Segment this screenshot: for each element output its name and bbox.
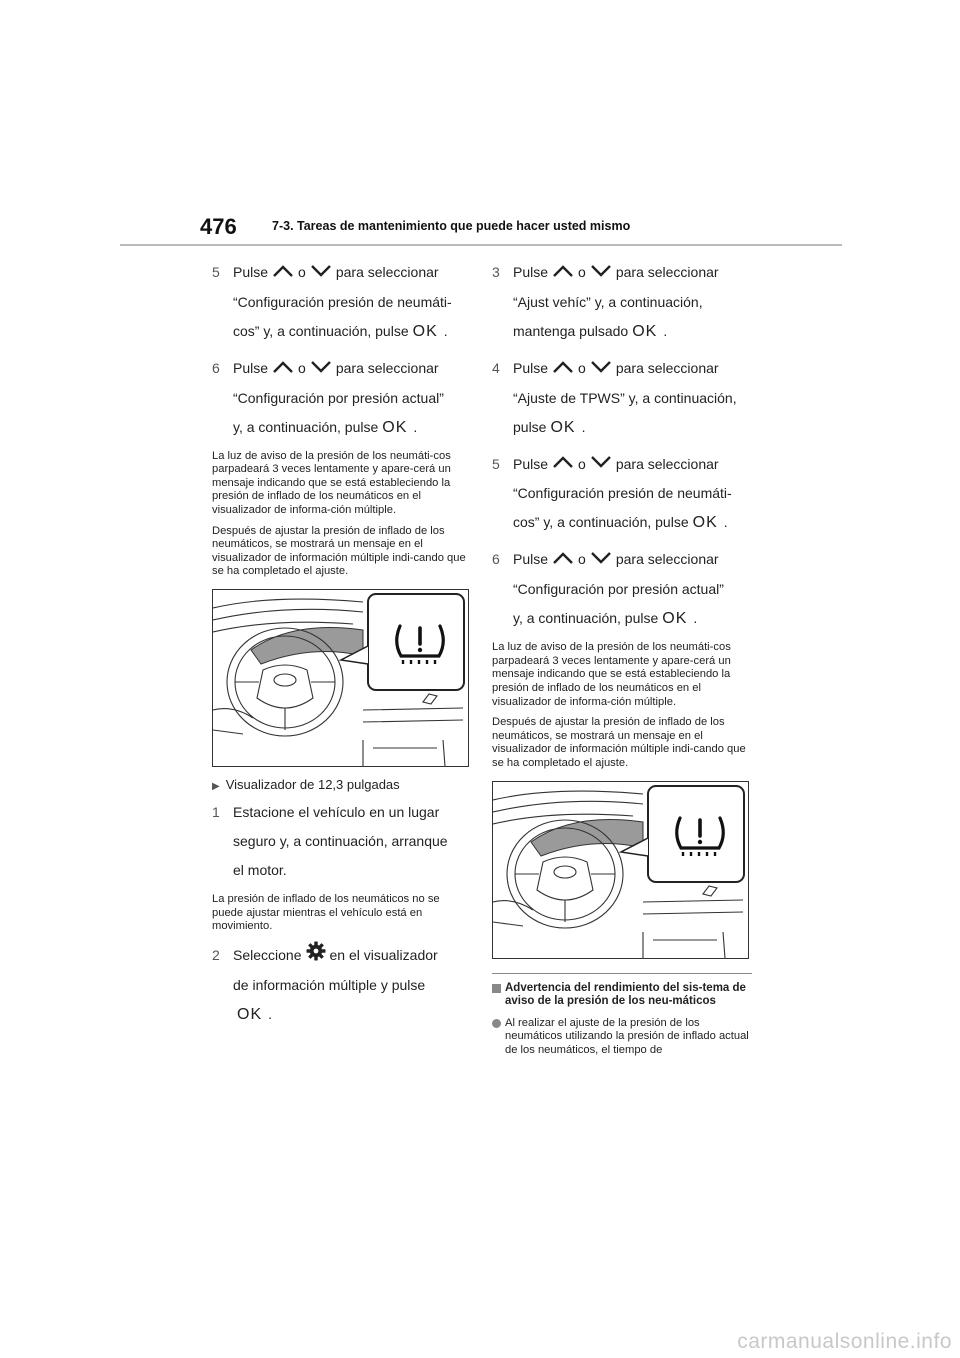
step-number: 2 xyxy=(212,946,220,963)
step-text: “Configuración presión de neumáti- xyxy=(513,485,732,502)
gear-icon xyxy=(306,941,326,971)
step-text: para seleccionar xyxy=(615,264,719,280)
step-text: para seleccionar xyxy=(335,359,439,376)
step-text: “Configuración por presión actual” xyxy=(233,389,444,406)
callout-box xyxy=(368,594,464,690)
step-text: Estacione el vehículo en un lugar xyxy=(233,803,440,820)
chevron-up-icon xyxy=(552,259,574,288)
step-text: y, a continuación, pulse xyxy=(513,610,659,627)
step-5 xyxy=(492,450,752,538)
ok-button-symbol: OK xyxy=(237,1006,263,1024)
step-text: en el visualizador xyxy=(329,946,438,963)
bullet-item xyxy=(492,1017,752,1058)
dashboard-illustration xyxy=(212,589,469,767)
square-bullet-icon xyxy=(492,984,501,993)
step-1 xyxy=(212,798,472,885)
header-rule xyxy=(120,244,842,246)
step-4 xyxy=(492,354,752,442)
subsection-heading xyxy=(492,982,752,1009)
step-text: para seleccionar xyxy=(615,359,719,376)
step-number: 1 xyxy=(212,803,220,820)
step-text: para seleccionar xyxy=(335,264,439,280)
step-number: 3 xyxy=(492,264,500,280)
dashboard-edge xyxy=(213,609,363,620)
left-column xyxy=(212,258,472,1037)
steering-spokes xyxy=(515,874,615,922)
dashboard-panel xyxy=(643,900,743,914)
note-paragraph: Después de ajustar la presión de inflado de los neumáticos, se mostrará un mensaje en el visualizador de información múltiple indi-cando que se ha completado el ajuste. xyxy=(212,524,466,578)
step-text: . xyxy=(268,1006,273,1023)
step-text: para seleccionar xyxy=(615,551,719,568)
step-text: Seleccione xyxy=(233,946,302,963)
center-console xyxy=(363,740,445,766)
step-text: de información múltiple y pulse xyxy=(233,977,426,994)
chevron-up-icon xyxy=(272,355,294,384)
note-paragraph: La luz de aviso de la presión de los neumáti-cos parpadeará 3 veces lentamente y apare-cerá un mensaje indicando que se está estableciendo la presión de inflado de los neumáticos en el visualizador de informa-ción múltiple. xyxy=(492,641,731,708)
ok-button-symbol: OK xyxy=(692,514,718,532)
step-text: . xyxy=(443,322,448,339)
vent-detail xyxy=(703,886,717,896)
chevron-up-icon xyxy=(552,450,574,479)
right-column xyxy=(492,258,752,1058)
step-text: . xyxy=(723,514,728,531)
exclamation-dot xyxy=(698,839,702,843)
exclamation-dot xyxy=(418,648,422,652)
chevron-down-icon xyxy=(590,546,612,575)
step-number: 6 xyxy=(492,551,500,568)
step-text: . xyxy=(693,610,698,627)
section-divider xyxy=(492,973,752,974)
chevron-down-icon xyxy=(590,259,612,288)
step-6 xyxy=(212,354,472,442)
vent-detail xyxy=(423,694,437,704)
step-text: o xyxy=(578,551,586,568)
page-number: 476 xyxy=(200,214,237,239)
bullet-text: Al realizar el ajuste de la presión de los neumáticos utilizando la presión de inflado actual de los neumáticos, el tiempo de xyxy=(505,1016,749,1056)
dashboard-illustration xyxy=(492,781,749,959)
ok-button-symbol: OK xyxy=(382,418,408,436)
step-6 xyxy=(492,545,752,633)
step-text: . xyxy=(663,322,668,339)
step-text: seguro y, a continuación, arranque xyxy=(233,832,448,849)
chevron-down-icon xyxy=(310,259,332,288)
section-title: 7-3. Tareas de mantenimiento que puede hacer usted mismo xyxy=(272,219,631,233)
steering-logo xyxy=(274,674,296,686)
note-paragraph: La luz de aviso de la presión de los neumáti-cos parpadeará 3 veces lentamente y apare-cerá un mensaje indicando que se está estableciendo la presión de inflado de los neumáticos en el visualizador de informa-ción múltiple. xyxy=(212,449,451,516)
chevron-down-icon xyxy=(590,450,612,479)
chevron-down-icon xyxy=(590,355,612,384)
ok-button-symbol: OK xyxy=(550,418,576,436)
watermark: carmanualsonline.info xyxy=(737,1330,952,1353)
step-text: Pulse xyxy=(513,264,549,280)
step-text: mantenga pulsado xyxy=(513,322,629,339)
step-text: Pulse xyxy=(233,264,269,280)
ok-button-symbol: OK xyxy=(412,322,438,340)
step-text: “Ajust vehíc” y, a continuación, xyxy=(513,293,703,310)
step-text: “Configuración presión de neumáti- xyxy=(233,293,452,310)
caption-text: Visualizador de 12,3 pulgadas xyxy=(225,776,400,792)
ok-button-symbol: OK xyxy=(662,610,688,628)
step-number: 4 xyxy=(492,359,500,376)
figure-caption xyxy=(212,777,472,792)
step-text: o xyxy=(298,264,306,280)
step-text: . xyxy=(581,418,586,435)
step-text: Pulse xyxy=(513,551,549,568)
step-number: 6 xyxy=(212,359,220,376)
dashboard-edge xyxy=(493,791,643,800)
chevron-down-icon xyxy=(310,355,332,384)
chevron-up-icon xyxy=(552,355,574,384)
round-bullet-icon xyxy=(492,1019,501,1028)
steering-logo xyxy=(554,866,576,878)
step-2 xyxy=(212,941,472,1029)
step-text: el motor. xyxy=(233,861,287,878)
step-text: cos” y, a continuación, pulse xyxy=(233,322,409,339)
note-paragraph: La presión de inflado de los neumáticos no se puede ajustar mientras el vehículo está en movimiento. xyxy=(212,892,440,933)
step-number: 5 xyxy=(492,455,500,472)
dashboard-edge xyxy=(493,801,643,812)
step-5 xyxy=(212,258,472,346)
chevron-up-icon xyxy=(552,546,574,575)
steering-spokes xyxy=(235,682,335,730)
step-text: “Ajuste de TPWS” y, a continuación, xyxy=(513,389,737,406)
step-text: Pulse xyxy=(233,359,269,376)
chevron-up-icon xyxy=(272,259,294,288)
step-text: “Configuración por presión actual” xyxy=(513,581,724,598)
step-text: Pulse xyxy=(513,455,549,472)
step-text: Pulse xyxy=(513,359,549,376)
callout-box xyxy=(648,786,744,882)
heading-text: Advertencia del rendimiento del sis-tema de aviso de la presión de los neu-máticos xyxy=(505,981,746,1008)
triangle-bullet-icon: ▶ xyxy=(212,780,220,792)
step-text: o xyxy=(578,264,586,280)
ok-button-symbol: OK xyxy=(632,322,658,340)
step-text: o xyxy=(578,359,586,376)
step-3 xyxy=(492,258,752,346)
step-text: o xyxy=(578,455,586,472)
step-text: . xyxy=(413,418,418,435)
step-text: cos” y, a continuación, pulse xyxy=(513,514,689,531)
step-number: 5 xyxy=(212,264,220,280)
step-text: pulse xyxy=(513,418,547,435)
step-text: para seleccionar xyxy=(615,455,719,472)
dashboard-edge xyxy=(213,599,363,608)
step-text: o xyxy=(298,359,306,376)
dashboard-panel xyxy=(363,708,463,722)
note-paragraph: Después de ajustar la presión de inflado de los neumáticos, se mostrará un mensaje en el visualizador de información múltiple indi-cando que se ha completado el ajuste. xyxy=(492,716,746,769)
center-console xyxy=(643,932,725,958)
step-text: y, a continuación, pulse xyxy=(233,418,379,435)
